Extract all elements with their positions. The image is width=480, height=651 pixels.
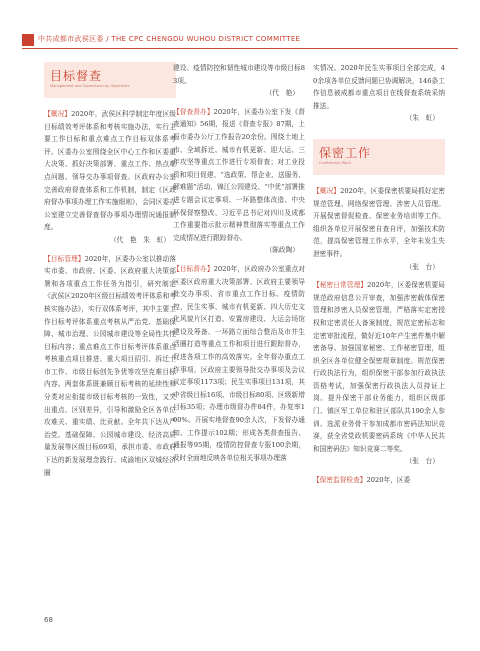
- section-subtitle-text: Confidential Work: [319, 160, 351, 165]
- paragraph-tag: 【目标督办】: [173, 264, 214, 273]
- paragraph-tag: 【保密监督检查】: [313, 476, 367, 485]
- paragraph-confidential-overview: [313, 185, 445, 261]
- section-title-text: 目标督查: [50, 69, 103, 83]
- paragraph-continued: 实情况。2020年民生实事项目全部完成，40余项各单位反馈问题已协调解决，146条工作信息被成都市重点项目在线督查系统采纳推送。: [313, 64, 445, 110]
- paragraph-text: 2020年，区委: [366, 476, 411, 485]
- paragraph-target-supervision: [173, 263, 305, 465]
- paragraph-text: 2020年，区委办公室以推动落实市委、市政府、区委、区政府重大决策部署和各项重点工作任务为指引，研究制定《武侯区2020年区级目标绩效考评体系和考核实施办法》，实行双体系考评，其中主要工作目标考评体系重点考核从严治党、基础保障、城市治理、公园城市建设等全局性共性目标内容；重点难点工作目标考评体系重点考核重点项目推进、重大项目招引、拆迁土市工作、市级目标创先争优等攻坚克难目标内容。两套体系既兼顾目标考核的延续性和分类对应衔接市级目标考核的一致性，又突出重点、区别差异，引导和激励全区各单位攻难关、重实绩、比贡献。全年共下达从严治党、基础保障、公园城市建设、经济高质量发展等区级目标69项，承担市委、市政府下达的新发展理念践行、成渝地区双城经济圈: [44, 254, 176, 477]
- paragraph-supervision: [173, 106, 305, 245]
- author-signature: （代 艳）: [265, 89, 299, 98]
- author-signature: （张 台）: [405, 457, 439, 466]
- paragraph-text: 2020年，区政府办公室重点对区委区政府重大决策部署、区政府主要领导批交办事项、省市重点工作目标、疫情防控、民生实事、城市有机更新、四大历史文化风貌片区打造、安置房建设、大运会场馆建设及筹备、一环路立面综合整治及市井生活圈打造等重点工作和项目进行跟踪督办，促进各项工作的高效落实。全年督办重点工作事项、区政府主要领导批交办事项及会议议定事项1173项；民生实事项目131项，其中省级目标16项、市级目标80项、区级新增目标35项；办理市级督办件84件，办复率100%。开展实地督查90余人次，下发督办通知、工作提示102期；形成各类督查报告、通报等95期，疫情防控督查专报100余期，及时全面地反映各单位相关事项办理落: [173, 264, 305, 462]
- paragraph-text: 2020年，区委办公室下发《督查通知》56期，报送《督查专报》87期，上报市委办公厅工作报告20余份。围绕土地上市、全域拆迁、城市有机更新、迎大运、三年攻坚等重点工作进行专项督查；对工业投资和项目促建、“选政策、帮企业、送服务、解难题”活动、锦江公园建设、“中优”部署推进专题会议定事项、一环路整体改造、中央环保督察整改、习近平总书记对四川及成都工作重要指示批示精神贯彻落实等重点工作完成情况进行跟踪督办。: [173, 107, 305, 242]
- author-signature: （朱 虹）: [405, 114, 439, 123]
- author-signature: （张 台）: [405, 262, 439, 271]
- page-number: 68: [44, 616, 53, 624]
- paragraph-tag: 【督查督办】: [173, 107, 214, 116]
- section-title-confidential: [313, 139, 445, 175]
- header-logo-icon: [22, 34, 34, 46]
- author-signature: （代 艳 朱 虹）: [109, 235, 170, 244]
- page-header: [0, 0, 480, 58]
- paragraph-tag: 【目标管理】: [44, 254, 85, 263]
- paragraph-tag: 【概况】: [44, 110, 72, 118]
- column-left: [44, 62, 176, 479]
- paragraph-text: 2020年，区委保密机要局规范政府信息公开审查，加强涉密载体保密管理和涉密人员保密管理，严格落实定密授权和定密责任人备案制度，规范定密标志和定密审批流程，做好近10年产生密件集中解密备导。加强国家秘密、工作秘密管理，组织全区各单位健全保密规章制度。规范保密行政执法行为，组织保密干部参加行政执法资格考试，加强保密行政执法人员持证上岗。提升保密干部业务能力，组织区级部门、镇区军工单位和驻区部队共190余人参训。选派业务骨干参加成都市密码法知识竞赛，获全省党政机要密码系统《中华人民共和国密码法》知识竞赛二等奖。: [313, 281, 445, 453]
- section-title-text: 保密工作: [319, 145, 372, 160]
- section-title-supervision: [44, 62, 176, 98]
- paragraph-inspection: [313, 474, 445, 487]
- column-right: [313, 62, 445, 487]
- column-middle: [173, 62, 305, 464]
- paragraph-target-management: [44, 253, 176, 480]
- paragraph-tag: 【概况】: [313, 186, 341, 195]
- paragraph-text: 2020年，区委保密机要局抓好定密规范管理、网络保密管理、涉密人员管理。开展保密督促检查、保密业务培训等工作。组织各单位开展保密自查自评，加强技术防范，提高保密管理工作水平，全年未发生失泄密事件。: [313, 186, 445, 258]
- header-title: 中共成都市武侯区委 / THE CPC CHENGDU WUHOU DISTRICT COMMITTEE: [38, 35, 301, 43]
- paragraph-overview: [44, 108, 176, 234]
- paragraph-secret-management: [313, 279, 445, 455]
- author-signature: （陈政陶）: [265, 246, 299, 255]
- paragraph-text: 2020年，武侯区科学制定年度区级目标绩效考评体系和考核实施办法，实行主要工作目标和重点难点工作目标双体系考评。区委办公室围绕全区中心工作和区委重大决策、抓好决策部署、重点工作、热点难点问题、领导交办事项督查。区政府办公室完善政府督查体系和工作机制，制定《区政府督办事项办理工作实施细则》，会同区委办公室建立完善督查督办事项办理情况通报制度。: [44, 110, 176, 232]
- paragraph-continued: 建设、疫情防控和韧性城市建设等市级目标83项。: [173, 64, 305, 85]
- section-subtitle-text: Management and Supervision by Objectives: [50, 84, 130, 88]
- paragraph-tag: 【秘密日常管理】: [313, 281, 368, 290]
